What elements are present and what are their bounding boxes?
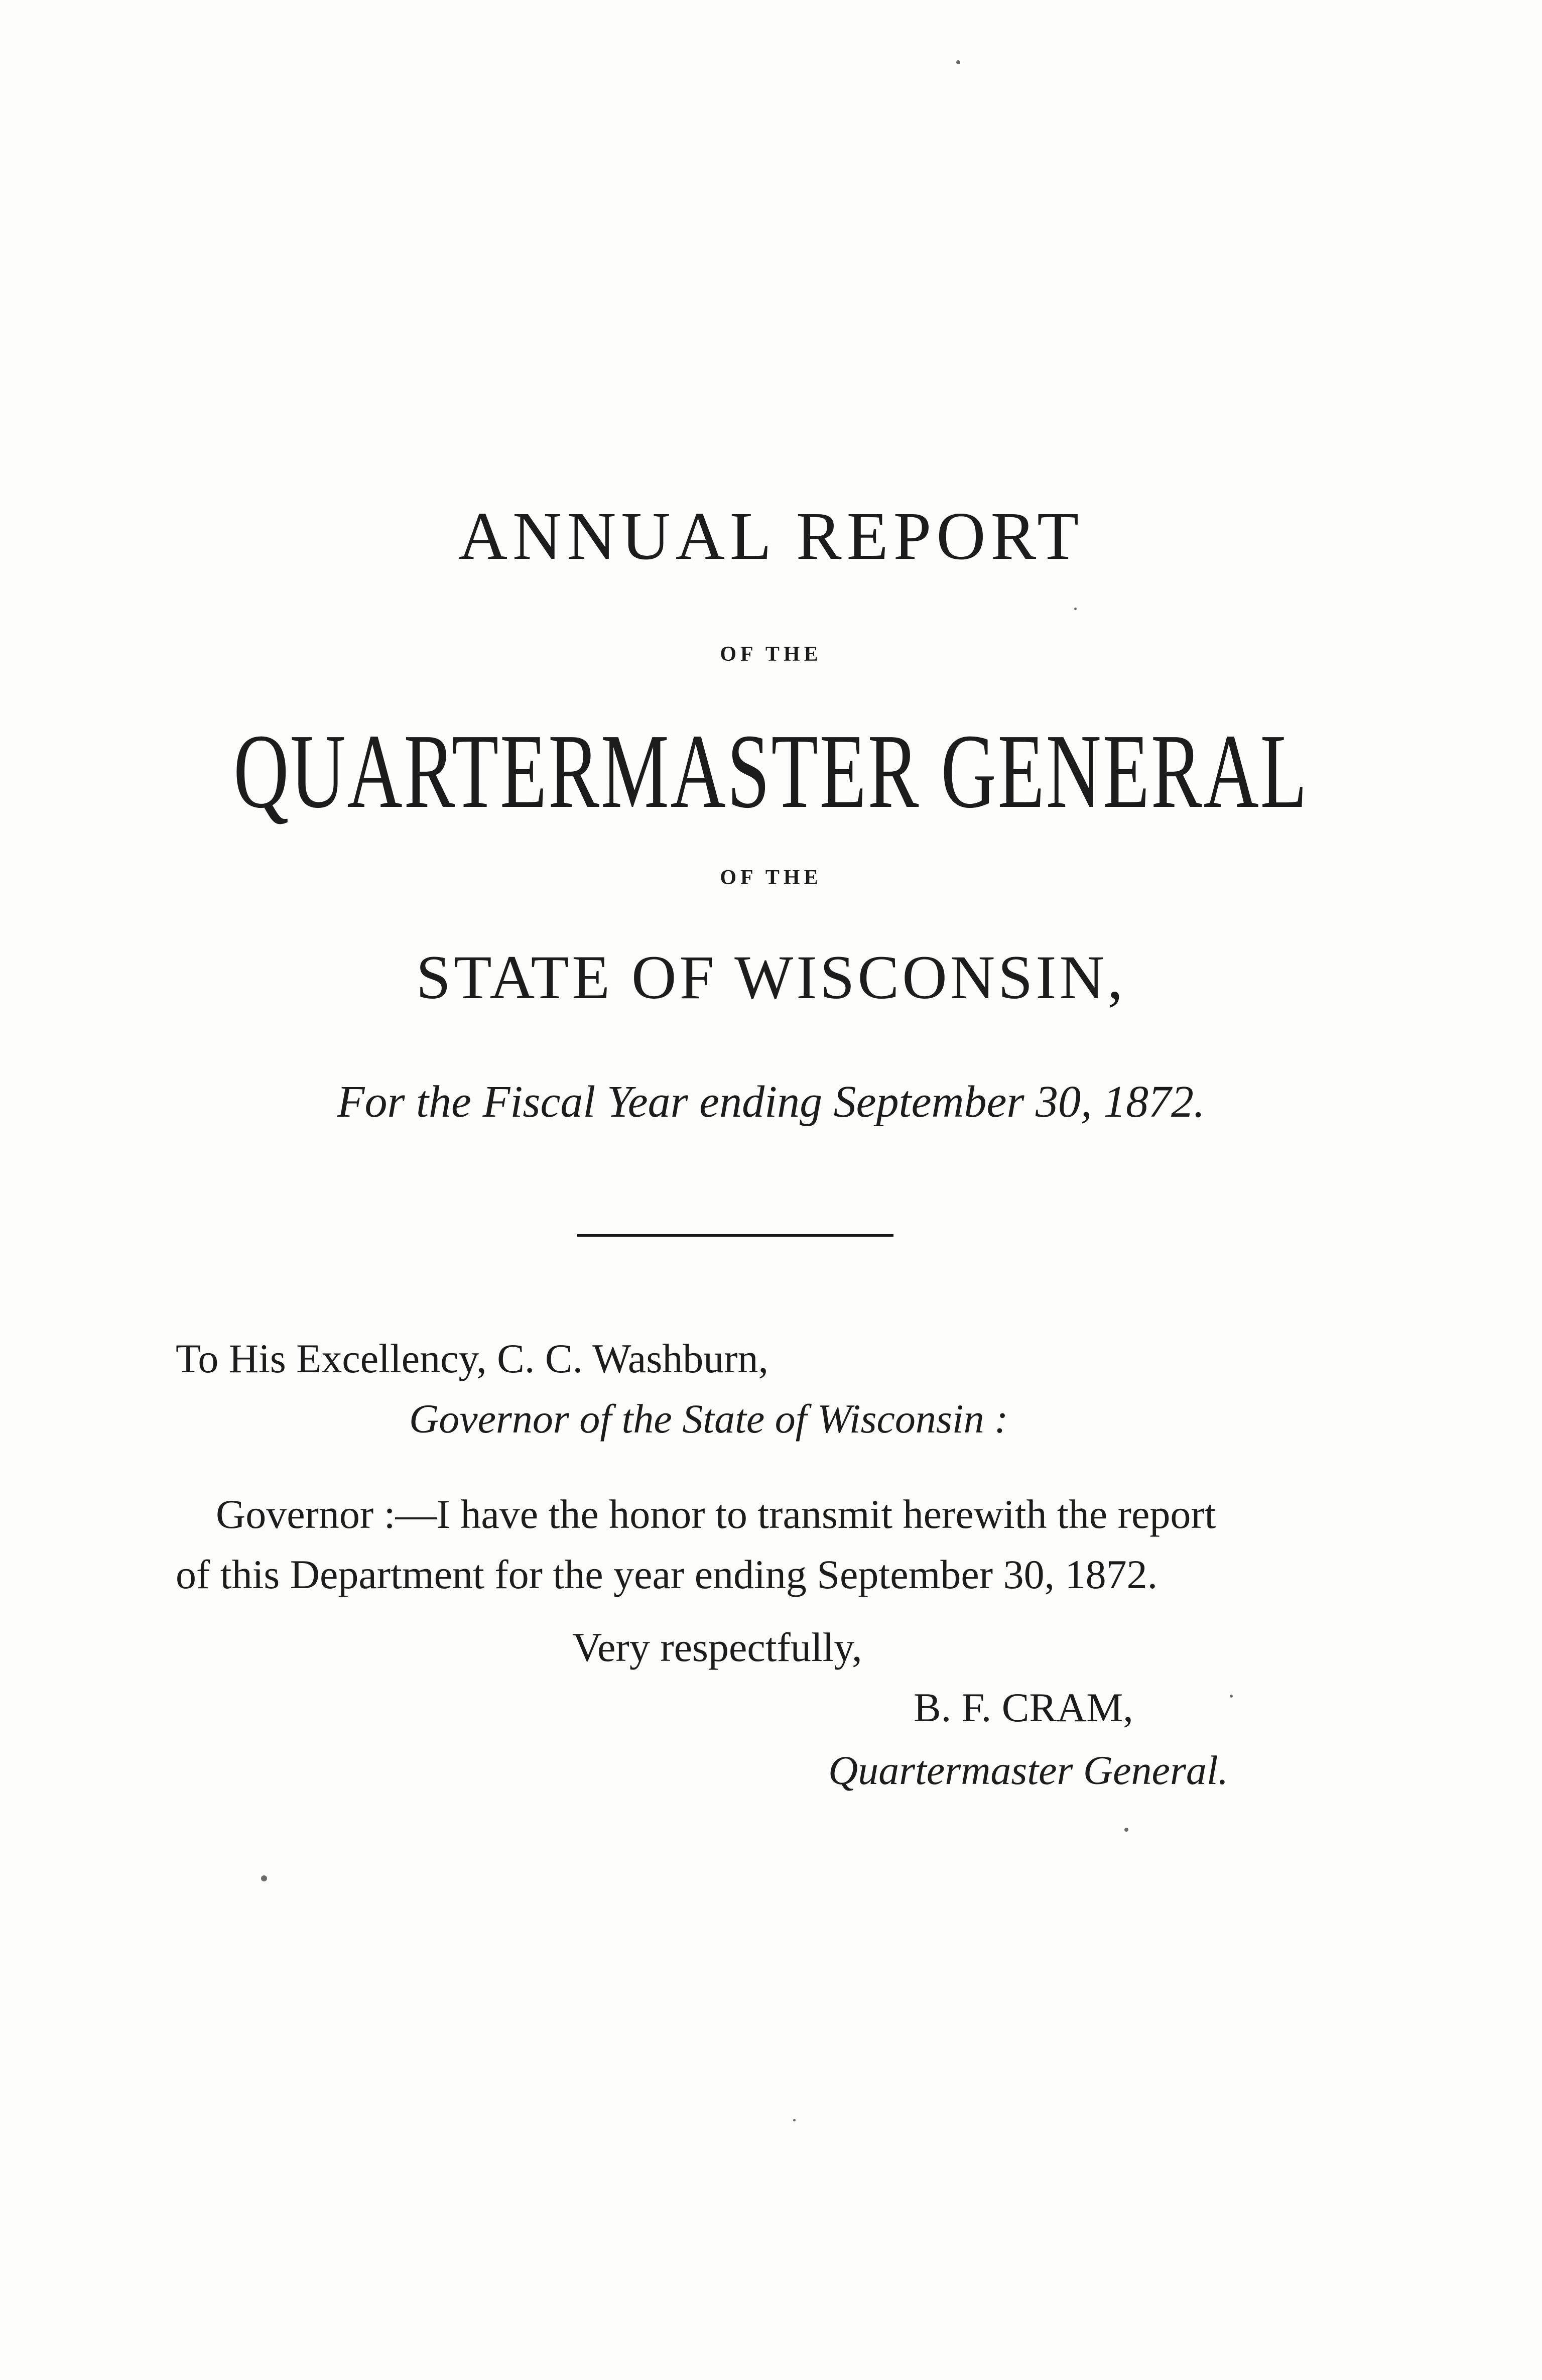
letter-body-line-2: of this Department for the year ending September 30, 1872. — [176, 1552, 1158, 1597]
paper-speck — [956, 60, 960, 64]
of-the-label-2: OF THE — [720, 866, 822, 889]
divider-rule — [577, 1234, 893, 1237]
paper-speck — [261, 1875, 267, 1881]
of-the-label-1: OF THE — [720, 643, 822, 666]
title-annual-report: ANNUAL REPORT — [458, 499, 1084, 574]
letter-signer: B. F. CRAM, — [914, 1685, 1133, 1730]
letter-closing: Very respectfully, — [572, 1624, 862, 1670]
letter-signer-title: Quartermaster General. — [828, 1747, 1229, 1793]
paper-speck — [1124, 1828, 1128, 1832]
fiscal-year-line: For the Fiscal Year ending September 30, 1872. — [337, 1077, 1205, 1127]
paper-speck — [1074, 608, 1077, 610]
title-state-of-wisconsin: STATE OF WISCONSIN, — [416, 943, 1126, 1012]
letter-body-line-1: Governor :—I have the honor to transmit herewith the report — [216, 1491, 1216, 1537]
paper-speck — [793, 2119, 796, 2121]
title-quartermaster-general: QUARTERMASTER GENERAL — [233, 712, 1309, 830]
paper-speck — [1230, 1695, 1233, 1698]
letter-addressee: To His Excellency, C. C. Washburn, — [176, 1336, 769, 1381]
letter-addressee-title: Governor of the State of Wisconsin : — [409, 1396, 1008, 1442]
